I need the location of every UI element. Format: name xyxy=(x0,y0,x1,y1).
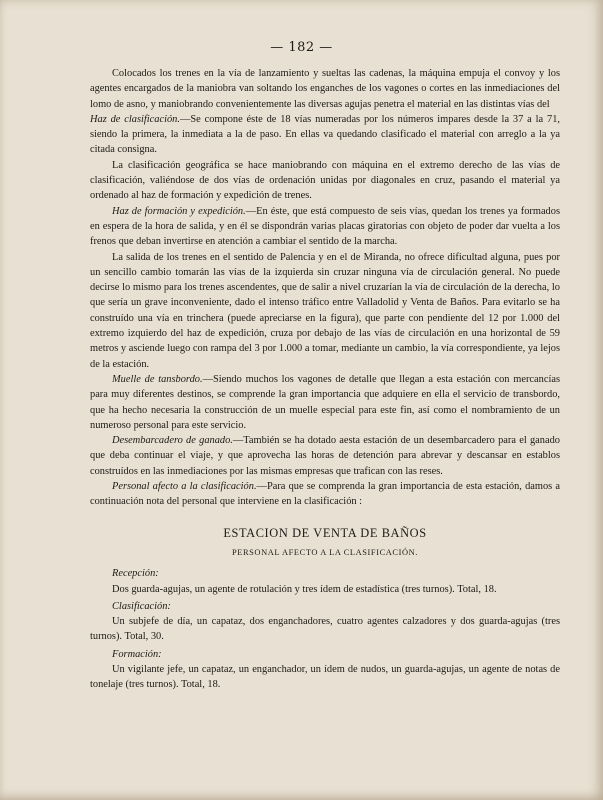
body-text xyxy=(90,66,560,693)
paragraph-muelle-transbordo: Muelle de tansbordo.—Siendo muchos los vagones de detalle que llegan a esta estación con mercancías para muy diferentes destinos, se comprende la gran importancia que adquiere en ella el servicio de transbordo, que ha hecho necesaria la construcción de un muelle especial para este fin, así como el nombramiento de un numeroso personal para este servicio. xyxy=(90,373,560,431)
page-number: — 182 — xyxy=(270,40,333,55)
paragraph-haz-formacion: Haz de formación y expedición.—En éste, que está compuesto de seis vías, quedan los trenes ya formados en espera de la hora de salida, y en él se dispondrán varias placas giratorias con objeto de poder dar vuelta a los frenos que deban invertirse en atención a cambiar el sentido de la marcha. xyxy=(90,205,560,248)
paragraph-personal: Personal afecto a la clasificación.—Para que se comprenda la gran importancia de esta estación, damos a continuación nota del personal que interviene en la clasificación : xyxy=(90,481,560,508)
section-title: ESTACION DE VENTA DE BAÑOS xyxy=(223,525,427,540)
paragraph-label: Haz de formación y expedición. xyxy=(112,205,246,217)
paragraph-haz-clasificacion: Haz de clasificación.—Se compone éste de 18 vías numeradas por los números impares desde la 37 a la 71, siendo la primera, la inmediata a la de paso. En ellas va quedando clasificado el material con arreglo a la ya citada consigna. xyxy=(90,113,560,156)
group-text-recepcion: Dos guarda-agujas, un agente de rotulación y tres ídem de estadística (tres turnos). Total, 18. xyxy=(112,583,497,595)
paragraph-label: Muelle de tansbordo. xyxy=(112,373,203,385)
paragraph-label: Personal afecto a la clasificación. xyxy=(112,481,257,493)
group-label-formacion: Formación: xyxy=(112,648,162,660)
group-label-recepcion: Recepción: xyxy=(112,568,159,580)
paragraph-intro: Colocados los trenes en la vía de lanzamiento y sueltas las cadenas, la máquina empuja el convoy y los agentes encargados de la maniobra van soltando los enganches de los vagones o cortes en las inmediaciones del lomo de asno, y maniobrando convenientemente las diversas agujas penetra el material en las distintas vías del xyxy=(90,68,560,110)
paragraph-label: Haz de clasificación. xyxy=(90,113,180,125)
paragraph-clasificacion-geografica: La clasificación geográfica se hace maniobrando con máquina en el extremo derecho de las vías de clasificación, valiéndose de dos vías de ordenación unidas por diagonales en cruz, pasando el material ya ordenado al haz de formación y expedición de trenes. xyxy=(90,159,560,202)
section-subtitle: PERSONAL AFECTO A LA CLASIFICACIÓN. xyxy=(232,547,418,557)
group-text-formacion: Un vigilante jefe, un capataz, un enganchador, un ídem de nudos, un guarda-agujas, un agente de notas de tonelaje (tres turnos). Total, 18. xyxy=(90,663,560,691)
paragraph-desembarcadero: Desembarcadero de ganado.—También se ha dotado aesta estación de un desembarcadero para el ganado que deba continuar el viaje, y que aprovecha las horas de detención para abrevar y descansar en establos construídos en las inmediaciones por las mismas empresas que trafican con las reses. xyxy=(90,435,560,477)
paragraph-label: Desembarcadero de ganado. xyxy=(112,435,233,447)
group-label-clasificacion: Clasificación: xyxy=(112,600,171,612)
group-text-clasificacion: Un subjefe de día, un capataz, dos enganchadores, cuatro agentes calzadores y dos guarda-agujas (tres turnos). Total, 30. xyxy=(90,616,560,643)
paragraph-salida-trenes: La salida de los trenes en el sentido de Palencia y en el de Miranda, no ofrece dificultad alguna, pues por un sencillo cambio tomarán las vías de la izquierda sin cruzar ninguna vía de circulación general. No puede decirse lo mismo para los trenes ascendentes, que de salir a nivel cruzarían la vía de circulación de la derecha, lo que sería un grave inconveniente, dado el intenso tráfico entre Valladolid y Venta de Baños. Para evitarlo se ha construído una vía en trinchera (puede apreciarse en la figura), que parte con pendiente del 12 por 1.000 del extremo izquierdo del haz de expedición, cruza por debajo de las vías de circulación en una horizontal de 59 metros y asciende luego con rampa del 3 por 1.000 a tomar, mediante un cambio, la vía correspondiente, ya lejos de la estación. xyxy=(90,251,560,370)
